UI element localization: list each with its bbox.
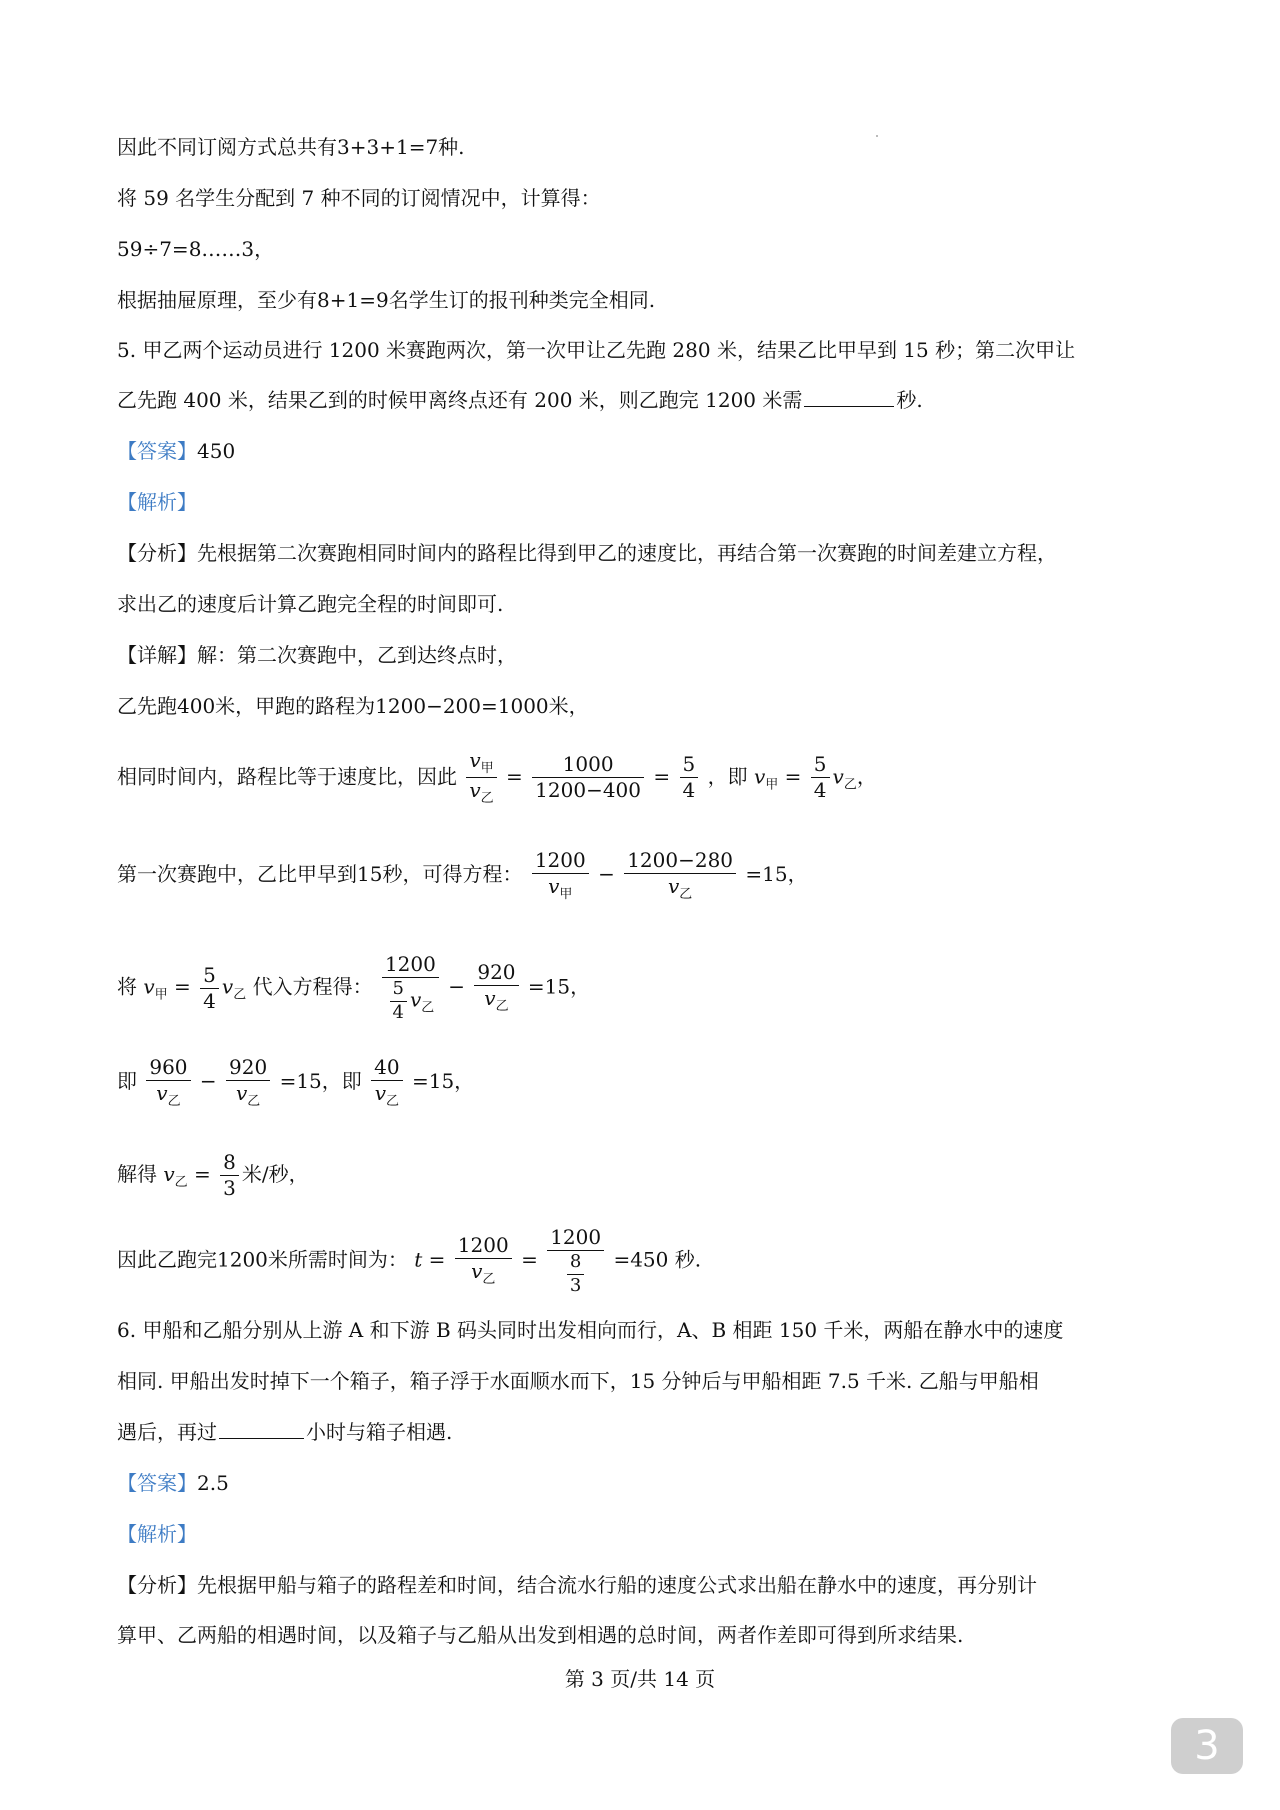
question-6-line: 6. 甲船和乙船分别从上游 A 和下游 B 码头同时出发相向而行，A、B 相距 150 千米，两船在静水中的速度 <box>117 1318 1064 1342</box>
fraction: $\frac{1200-280}{v_乙}$ <box>624 848 736 903</box>
text-line: 因此不同订阅方式总共有3+3+1=7种. <box>117 135 465 159</box>
fenxi-tag: 【分析】 <box>117 1573 197 1597</box>
fraction: $\frac{5}{4}$ <box>200 963 219 1014</box>
answer-value: 2.5 <box>197 1471 229 1495</box>
analysis-line: 【分析】先根据甲船与箱子的路程差和时间，结合流水行船的速度公式求出船在静水中的速度，再分别计 <box>117 1573 1037 1597</box>
page-number-badge[interactable]: 3 <box>1171 1718 1243 1774</box>
solution-line-substitution: 将 $v_甲$ = $\frac{5}{4}$ $v_乙$ 代入方程得： 1200 $\frac{5}{4}$ $v_乙$ − $\frac{920}{v_乙}$ =15， <box>117 952 591 1023</box>
fraction: $\frac{8}{3}$ <box>220 1150 239 1201</box>
answer-value: 450 <box>197 439 236 463</box>
fraction: 1200 $\frac{5}{4}$ $v_乙$ <box>382 952 439 1024</box>
answer-line <box>117 441 235 461</box>
solution-line-equation: 第一次赛跑中，乙比甲早到15秒，可得方程： $\frac{1200}{v_甲}$ − $\frac{1200-280}{v_乙}$ =15， <box>117 848 808 902</box>
answer-blank <box>219 1436 304 1439</box>
fraction: $\frac{960}{v_乙}$ <box>146 1055 190 1110</box>
question-5-line: 乙先跑 400 米，结果乙到的时候甲离终点还有 200 米，则乙跑完 1200 米需 秒. <box>117 388 923 412</box>
solution-line: 【详解】解：第二次赛跑中，乙到达终点时， <box>117 643 517 667</box>
text-line: 将 59 名学生分配到 7 种不同的订阅情况中，计算得： <box>117 186 601 210</box>
scan-speck <box>876 135 878 137</box>
fraction: $\frac{920}{v_乙}$ <box>226 1055 270 1110</box>
answer-blank <box>804 404 894 407</box>
fraction: $\frac{40}{v_乙}$ <box>371 1055 402 1110</box>
analysis-tag: 【解析】 <box>117 1522 197 1546</box>
analysis-line: 算甲、乙两船的相遇时间，以及箱子与乙船从出发到相遇的总时间，两者作差即可得到所求结果. <box>117 1623 964 1647</box>
answer-line <box>117 1473 229 1493</box>
solution-line-simplify: 即 $\frac{960}{v_乙}$ − $\frac{920}{v_乙}$ =15，即 $\frac{40}{v_乙}$ =15， <box>117 1055 475 1109</box>
fraction: $\frac{5}{4}$ <box>390 978 407 1024</box>
analysis-line: 求出乙的速度后计算乙跑完全程的时间即可. <box>117 592 504 616</box>
answer-tag: 【答案】 <box>117 1471 197 1495</box>
question-6-line: 相同. 甲船出发时掉下一个箱子，箱子浮于水面顺水而下，15 分钟后与甲船相距 7.5 千米. 乙船与甲船相 <box>117 1369 1039 1393</box>
fraction: $\frac{8}{3}$ <box>567 1251 584 1297</box>
text-line: 根据抽屉原理，至少有8+1=9名学生订的报刊种类完全相同. <box>117 288 656 312</box>
text-line: 59÷7=8……3， <box>117 237 275 261</box>
fraction: $\frac{v_甲}{v_乙}$ <box>466 748 496 808</box>
fenxi-tag: 【分析】 <box>117 541 197 565</box>
analysis-line: 【分析】先根据第二次赛跑相同时间内的路程比得到甲乙的速度比，再结合第一次赛跑的时间差建立方程， <box>117 541 1057 565</box>
fraction: $\frac{5}{4}$ <box>811 752 830 803</box>
fraction: $\frac{1200}{\frac{8}{3}}$ <box>547 1225 604 1297</box>
solution-line: 乙先跑400米，甲跑的路程为1200−200=1000米， <box>117 694 589 718</box>
solution-line-speed: 解得 $v_乙$ = $\frac{8}{3}$ 米/秒， <box>117 1150 309 1200</box>
fraction: $\frac{1200}{v_乙}$ <box>455 1233 512 1288</box>
fraction: $\frac{1200}{v_甲}$ <box>532 848 589 903</box>
answer-tag: 【答案】 <box>117 439 197 463</box>
fraction: $\frac{920}{v_乙}$ <box>474 960 518 1015</box>
question-6-line: 遇后，再过 小时与箱子相遇. <box>117 1420 453 1444</box>
analysis-tag: 【解析】 <box>117 490 197 514</box>
xiangjie-tag: 【详解】 <box>117 643 197 667</box>
page-footer: 第 3 页/共 14 页 <box>564 1667 716 1691</box>
question-5-line: 5. 甲乙两个运动员进行 1200 米赛跑两次，第一次甲让乙先跑 280 米，结果乙比甲早到 15 秒；第二次甲让 <box>117 338 1076 362</box>
fraction: $\frac{1000}{1200-400}$ <box>532 752 644 803</box>
solution-line-ratio: 相同时间内，路程比等于速度比，因此 $\frac{v_甲}{v_乙}$ = $\frac{1000}{1200-400}$ = $\frac{5}{4}$ ，即 $v_甲$ = $\frac{5}{4}$ $v_乙$， <box>117 748 877 807</box>
fraction: $\frac{5}{4}$ <box>680 752 699 803</box>
solution-line-time: 因此乙跑完1200米所需时间为： t = $\frac{1200}{v_乙}$ = $\frac{1200}{\frac{8}{3}}$ =450 秒. <box>117 1225 702 1296</box>
